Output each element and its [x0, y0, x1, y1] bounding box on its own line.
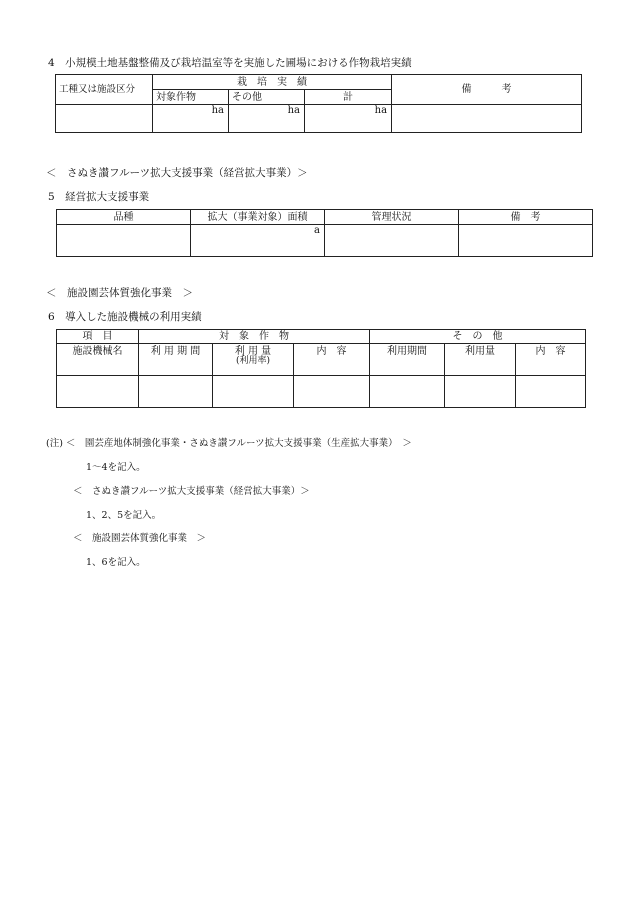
other-group-header: そ の 他 [370, 330, 586, 344]
area-header: 拡大（事業対象）面積 [191, 210, 325, 225]
ha-unit: ha [305, 105, 392, 133]
table-cell [325, 225, 459, 257]
section-6-table [56, 329, 586, 408]
variety-header: 品種 [57, 210, 191, 225]
table-cell [57, 225, 191, 257]
saibai-header: 栽 培 実 績 [153, 75, 392, 90]
usage-amount-header [213, 344, 294, 376]
section-6-heading: 6 導入した施設機械の利用実績 [48, 311, 202, 323]
other-header: その他 [229, 90, 305, 105]
section-5-group-title: ＜ さぬき讃フルーツ拡大支援事業（経営拡大事業）＞ [46, 167, 308, 179]
note-line-3: ＜ さぬき讃フルーツ拡大支援事業（経営拡大事業）＞ [73, 486, 310, 497]
note-line-6: 1、6を記入。 [86, 557, 146, 568]
note-line-4: 1、2、5を記入。 [86, 510, 162, 521]
note-line-1: (注) ＜ 園芸産地体制強化事業・さぬき讃フルーツ拡大支援事業（生産拡大事業） ＞ [46, 438, 412, 449]
table-cell [445, 376, 516, 408]
section-4-table [55, 74, 582, 133]
section-5-heading: 5 経営拡大支援事業 [48, 191, 150, 203]
usage-amount-label: 利 用 量 [234, 346, 272, 357]
note-line-2: 1～4を記入。 [86, 462, 146, 473]
table-cell [392, 105, 582, 133]
target-crop-group-header: 対 象 作 物 [139, 330, 370, 344]
content-header: 内 容 [294, 344, 370, 376]
item-header: 項 目 [57, 330, 139, 344]
table-cell [370, 376, 445, 408]
usage-rate-label: (利用率) [235, 356, 271, 366]
table-cell [459, 225, 593, 257]
management-header: 管理状況 [325, 210, 459, 225]
table-cell [56, 105, 153, 133]
other-usage-period-header: 利用期間 [370, 344, 445, 376]
usage-period-header: 利 用 期 間 [139, 344, 213, 376]
note-line-5: ＜ 施設園芸体質強化事業 ＞ [73, 533, 207, 544]
section-6-group-title: ＜ 施設園芸体質強化事業 ＞ [46, 287, 193, 299]
koshu-header: 工種又は施設区分 [56, 75, 153, 105]
total-header: 計 [305, 90, 392, 105]
table-cell [57, 376, 139, 408]
other-content-header: 内 容 [516, 344, 586, 376]
ha-unit: ha [153, 105, 229, 133]
table-cell [294, 376, 370, 408]
target-crop-header: 対象作物 [153, 90, 229, 105]
remarks-header: 備 考 [459, 210, 593, 225]
table-cell [516, 376, 586, 408]
section-4-heading: 4 小規模土地基盤整備及び栽培温室等を実施した圃場における作物栽培実績 [48, 57, 412, 69]
a-unit: a [191, 225, 325, 257]
section-5-table [56, 209, 593, 257]
biko-header: 備 考 [392, 75, 582, 105]
table-cell [139, 376, 213, 408]
machine-name-header: 施設機械名 [57, 344, 139, 376]
table-cell [213, 376, 294, 408]
other-usage-amount-header: 利用量 [445, 344, 516, 376]
ha-unit: ha [229, 105, 305, 133]
